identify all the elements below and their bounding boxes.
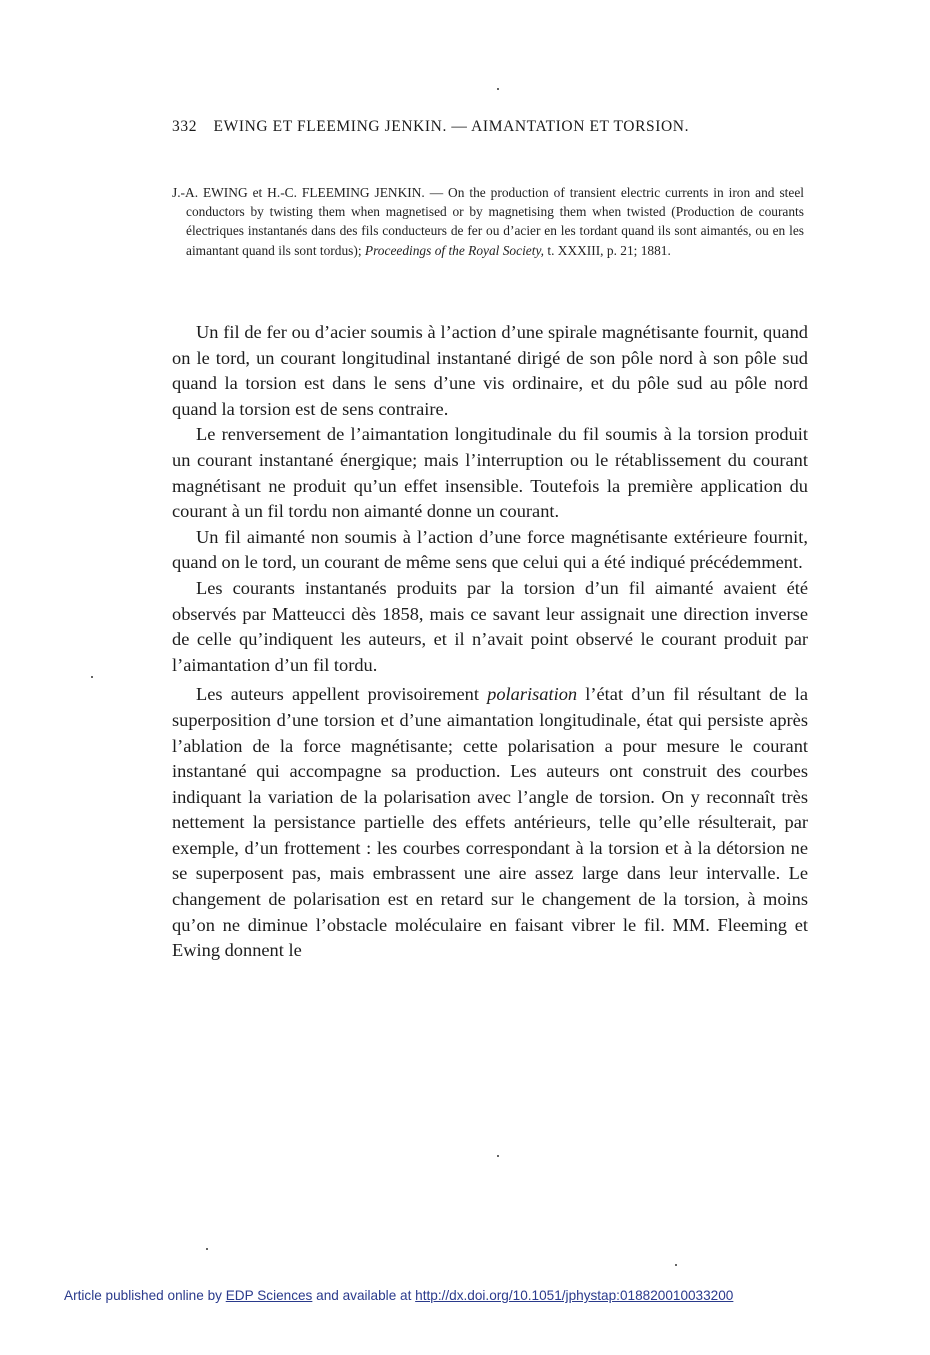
citation-reference: t. XXXIII, p. 21; 1881.	[547, 242, 671, 258]
citation-text: J.-A. EWING et H.-C. FLEEMING JENKIN. — On the production of transient electric currents in iron and steel conductors by twisting them when magnetised or by magnetising them when twisted (Production de courants électriques instantanés dans des fils conducteurs de fer ou d’acier en les tordant quand ils sont aimantés, ou en les aimantant quand ils sont tordus);	[172, 185, 804, 258]
citation-journal: Proceedings of the Royal Society,	[364, 242, 545, 258]
scan-speck	[497, 88, 499, 90]
paragraph-5	[172, 682, 808, 964]
paragraph-5-rest: l’état d’un fil résultant de la superposition d’une torsion et d’une aimantation longitudinale, état qui persiste après l’ablation de la force magnétisante; cette polarisation a pour mesure le courant instantané qui accompagne sa production. Les auteurs ont construit des courbes indiquant la variation de la polarisation avec l’angle de torsion. On y reconnaît très nettement la persistance partielle des effets antérieurs, telle qu’elle résulterait, par exemple, d’un frottement : les courbes correspondant à la torsion et à la détorsion ne se superposent pas, mais embrassent une aire assez large dans leur intervalle. Le changement de polarisation est en retard sur le changement de la torsion, à moins qu’on ne diminue l’obstacle moléculaire en faisant vibrer le fil. MM. Fleeming et Ewing donnent le	[172, 684, 808, 961]
paragraph-4: Les courants instantanés produits par la torsion d’un fil aimanté avaient été observés par Matteucci dès 1858, mais ce savant leur assignait une direction inverse de celle qu’indiquent les auteurs, et il n’avait point observé le courant produit par l’aimantation d’un fil tordu.	[172, 577, 808, 675]
paragraph-2: Le renversement de l’aimantation longitudinale du fil soumis à la torsion produit un courant instantané énergique; mais l’interruption ou le rétablissement du courant magnétisant ne produit qu’un effet insensible. Toutefois la première application du courant à un fil tordu non aimanté donne un courant.	[172, 424, 808, 522]
footer-prefix: Article published online by	[64, 1288, 222, 1303]
scan-speck	[497, 1155, 499, 1157]
scan-speck	[91, 676, 93, 678]
paragraph-3: Un fil aimanté non soumis à l’action d’une force magnétisante extérieure fournit, quand on le tord, un courant de même sens que celui qui a été indiqué précédemment.	[172, 526, 808, 573]
term-polarisation: polarisation	[487, 684, 578, 705]
scan-speck	[206, 1248, 208, 1250]
paragraph-5-start: Les auteurs appellent provisoirement	[196, 684, 479, 705]
publisher-link[interactable]: EDP Sciences	[225, 1288, 313, 1303]
publication-footer	[64, 1288, 864, 1303]
paragraph-1: Un fil de fer ou d’acier soumis à l’action d’une spirale magnétisante fournit, quand on le tord, un courant longitudinal instantané dirigé de son pôle nord à son pôle sud quand la torsion est dans le sens d’une vis ordinaire, et du pôle sud au pôle nord quand la torsion est de sens contraire.	[172, 322, 808, 419]
scan-speck	[675, 1264, 677, 1266]
running-head	[172, 118, 787, 136]
footer-middle: and available at	[316, 1288, 412, 1303]
bibliographic-citation	[172, 183, 804, 260]
article-body	[172, 320, 808, 964]
doi-link[interactable]: http://dx.doi.org/10.1051/jphystap:018820010033200	[415, 1288, 734, 1303]
running-title: EWING ET FLEEMING JENKIN. — AIMANTATION ET TORSION.	[213, 118, 690, 135]
page-number: 332	[172, 118, 198, 135]
